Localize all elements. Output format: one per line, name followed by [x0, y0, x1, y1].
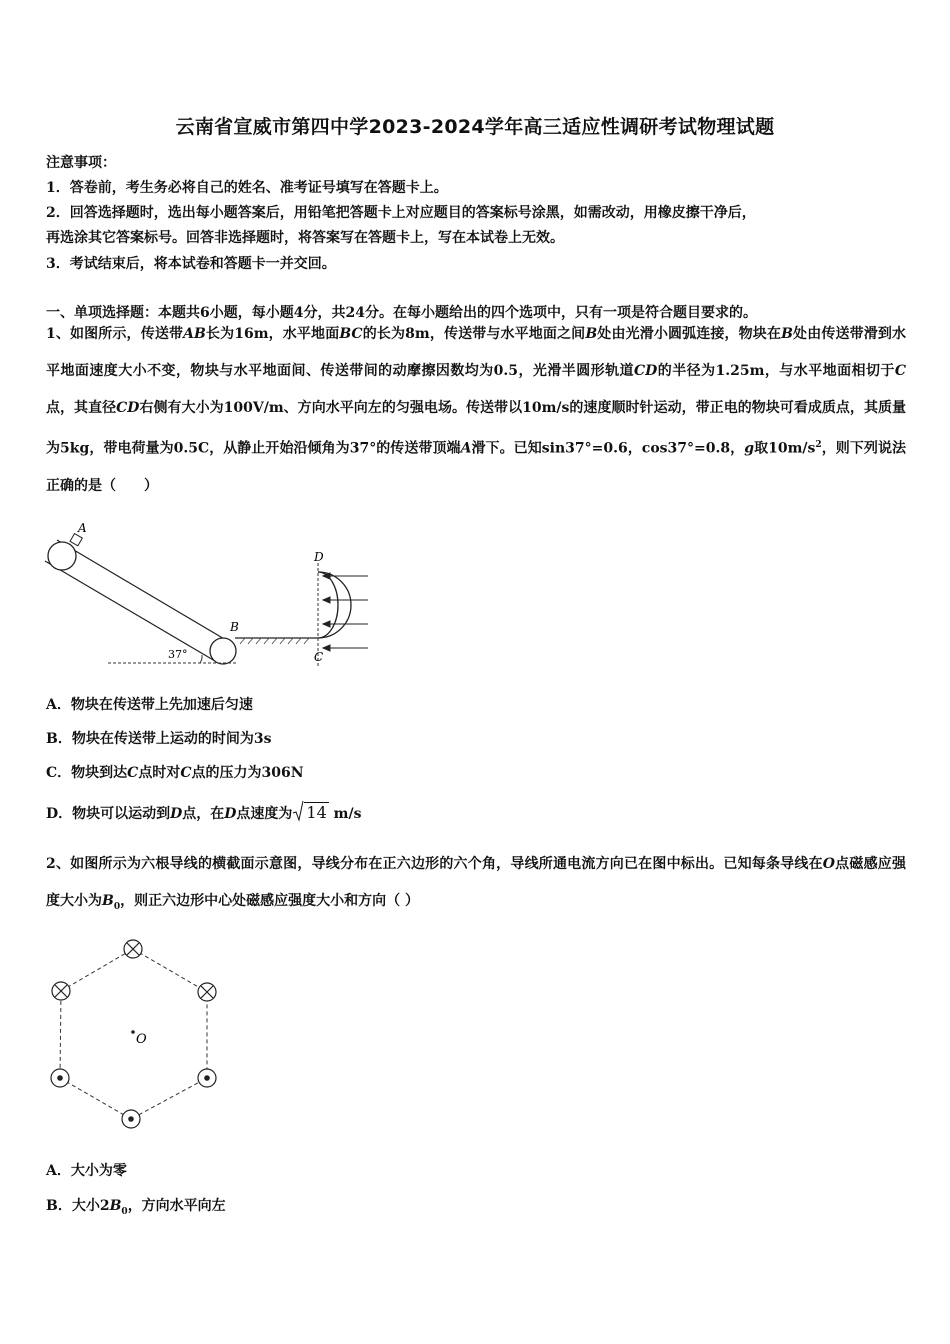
label-D: D — [314, 550, 324, 564]
wire-out-lower-left — [51, 1069, 69, 1087]
hexagon-wires-figure — [40, 930, 230, 1135]
page-title: 云南省宣威市第四中学2023-2024学年高三适应性调研考试物理试题 — [175, 116, 775, 138]
wire-into-top — [124, 940, 142, 958]
notice-item-2-cont: 再选涂其它答案标号。回答非选择题时，将答案写在答题卡上，写在本试卷上无效。 — [46, 230, 564, 246]
sqrt-symbol: 14 — [292, 800, 328, 822]
notice-item-3: 3．考试结束后，将本试卷和答题卡一并交回。 — [46, 256, 336, 272]
wire-into-upper-right — [198, 983, 216, 1001]
question-1-stem: 1、如图所示，传送带AB长为16m，水平地面BC的长为8m，传送带与水平地面之间B处由光滑小圆弧连接，物块在B处由传送带滑到水平地面速度大小不变，物块与水平地面间、传送带间的动摩擦因数均为0.5，光滑半圆形轨道CD的半径为1.25m，与水平地面相切于C点，其直径CD右侧有大小为100V/m、方向水平向左的匀强电场。传送带以10m/s的速度顺时针运动，带正电的物块可看成质点，其质量为5kg，带电荷量为0.5C，从静止开始沿倾角为37°的传送带顶端A滑下。已知sin37°=0.6，cos37°=0.8，g取$10m/s^2$，则下列说法正确的是（ ） — [46, 326, 907, 494]
wire-out-bottom — [122, 1110, 140, 1128]
q2-option-A: A．大小为零 — [46, 1163, 127, 1179]
conveyor-figure — [40, 518, 380, 673]
label-C: C — [314, 650, 324, 664]
label-B: B — [230, 620, 239, 634]
q1-option-C: C．物块到达C点时对C点的压力为306N — [46, 765, 304, 781]
q1-option-B: B．物块在传送带上运动的时间为3s — [46, 731, 272, 747]
notice-item-1: 1．答卷前，考生务必将自己的姓名、准考证号填写在答题卡上。 — [46, 180, 448, 196]
center-point — [131, 1030, 135, 1034]
section1-heading: 一、单项选择题：本题共6小题，每小题4分，共24分。在每小题给出的四个选项中，只有一项是符合题目要求的。 — [46, 305, 757, 321]
q1-option-A: A．物块在传送带上先加速后匀速 — [46, 697, 253, 713]
q2-option-B: B．大小$2B_0$，方向水平向左 — [46, 1198, 226, 1217]
label-A: A — [78, 521, 87, 535]
wire-into-upper-left — [52, 982, 70, 1000]
notice-heading: 注意事项： — [46, 155, 116, 171]
angle-label: 37° — [168, 648, 188, 661]
q1-option-D: D．物块可以运动到D点，在D点速度为 14 m/s — [46, 800, 361, 823]
notice-item-2: 2．回答选择题时，选出每小题答案后，用铅笔把答题卡上对应题目的答案标号涂黑，如需改动，用橡皮擦干净后， — [46, 205, 756, 221]
question-2-stem: 2、如图所示为六根导线的横截面示意图，导线分布在正六边形的六个角，导线所通电流方向已在图中标出。已知每条导线在O点磁感应强度大小为$B_0$，则正六边形中心处磁感应强度大小和方向（ ） — [46, 856, 906, 912]
wire-out-lower-right — [198, 1069, 216, 1087]
label-O: O — [136, 1032, 147, 1047]
